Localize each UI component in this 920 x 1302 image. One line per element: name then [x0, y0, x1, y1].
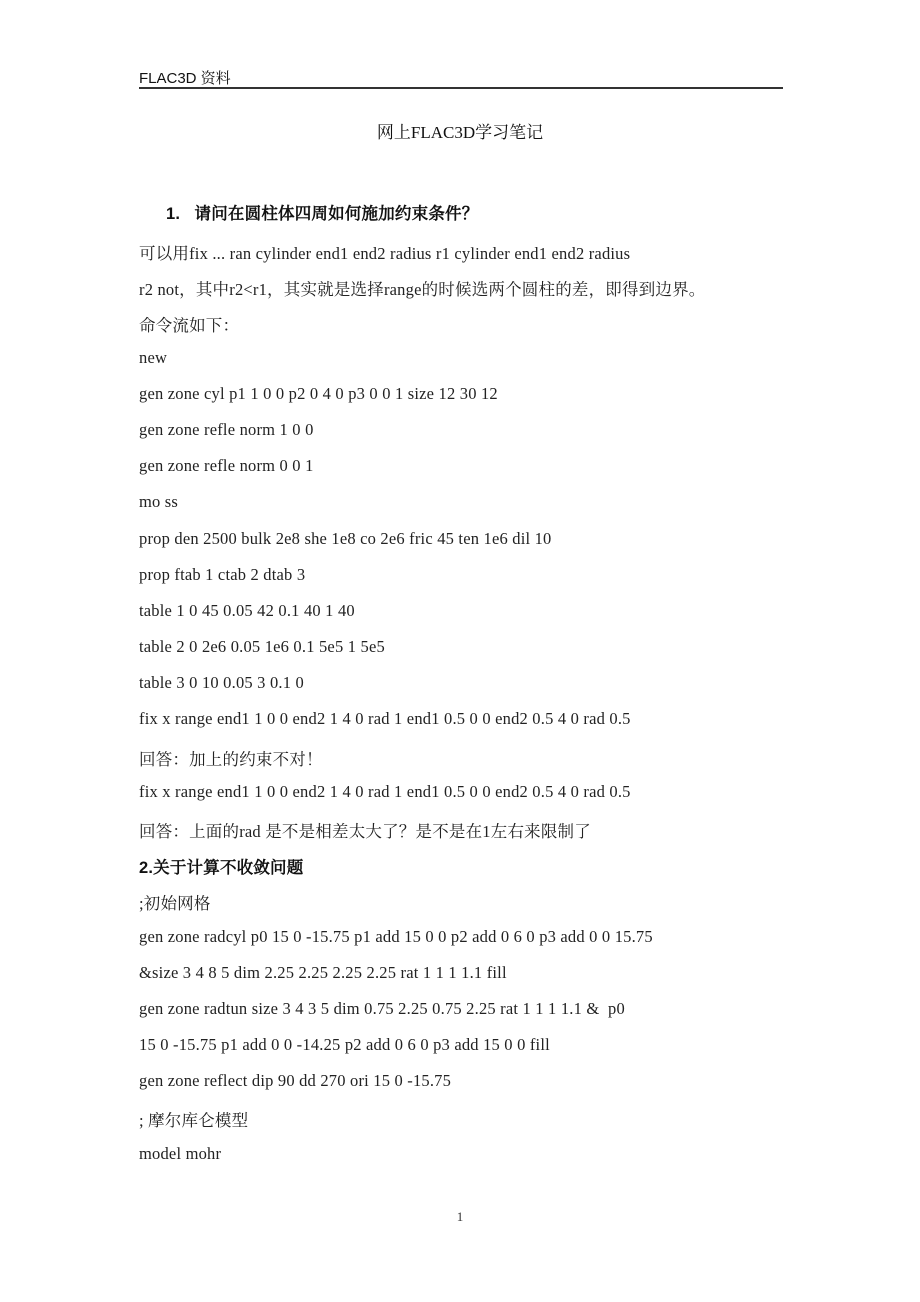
code-line: gen zone refle norm 1 0 0: [139, 420, 314, 439]
code-line: gen zone cyl p1 1 0 0 p2 0 4 0 p3 0 0 1 size 12 30 12: [139, 384, 498, 403]
text-line: 可以用fix ... ran cylinder end1 end2 radius r1 cylinder end1 end2 radius: [139, 244, 631, 263]
text-line: 命令流如下：: [139, 316, 240, 335]
code-line: gen zone refle norm 0 0 1: [139, 456, 314, 475]
code-line: 15 0 -15.75 p1 add 0 0 -14.25 p2 add 0 6 0 p3 add 15 0 0 fill: [139, 1035, 550, 1054]
code-line: table 1 0 45 0.05 42 0.1 40 1 40: [139, 601, 355, 620]
section-heading-1: 1. 请问在圆柱体四周如何施加约束条件？: [166, 205, 479, 223]
code-line: prop den 2500 bulk 2e8 she 1e8 co 2e6 fric 45 ten 1e6 dil 10: [139, 529, 552, 548]
code-line: table 3 0 10 0.05 3 0.1 0: [139, 673, 304, 692]
code-line: mo ss: [139, 492, 179, 511]
answer-line: 回答：上面的rad 是不是相差太大了？是不是在1左右来限制了: [139, 822, 591, 841]
header-divider: [139, 87, 783, 89]
code-line: gen zone radtun size 3 4 3 5 dim 0.75 2.25 0.75 2.25 rat 1 1 1 1.1 & p0: [139, 999, 625, 1018]
code-line: new: [139, 348, 168, 367]
running-header: FLAC3D 资料: [139, 70, 231, 87]
comment-line: ; 摩尔库仑模型: [139, 1111, 249, 1130]
comment-line: ;初始网格: [139, 894, 211, 913]
code-line: prop ftab 1 ctab 2 dtab 3: [139, 565, 306, 584]
code-line: &size 3 4 8 5 dim 2.25 2.25 2.25 2.25 rat 1 1 1 1.1 fill: [139, 963, 507, 982]
code-line: model mohr: [139, 1144, 222, 1163]
code-line: fix x range end1 1 0 0 end2 1 4 0 rad 1 end1 0.5 0 0 end2 0.5 4 0 rad 0.5: [139, 782, 631, 801]
code-line: gen zone radcyl p0 15 0 -15.75 p1 add 15 0 0 p2 add 0 6 0 p3 add 0 0 15.75: [139, 927, 653, 946]
answer-line: 回答：加上的约束不对！: [139, 750, 323, 769]
code-line: gen zone reflect dip 90 dd 270 ori 15 0 -15.75: [139, 1071, 452, 1090]
page-number: 1: [456, 1209, 464, 1224]
code-line: table 2 0 2e6 0.05 1e6 0.1 5e5 1 5e5: [139, 637, 385, 656]
text-line: r2 not，其中r2<r1，其实就是选择range的时候选两个圆柱的差，即得到边界。: [139, 280, 706, 299]
code-line: fix x range end1 1 0 0 end2 1 4 0 rad 1 end1 0.5 0 0 end2 0.5 4 0 rad 0.5: [139, 709, 631, 728]
document-title: 网上FLAC3D学习笔记: [376, 123, 544, 142]
section-heading-2: 2.关于计算不收敛问题: [139, 859, 304, 877]
